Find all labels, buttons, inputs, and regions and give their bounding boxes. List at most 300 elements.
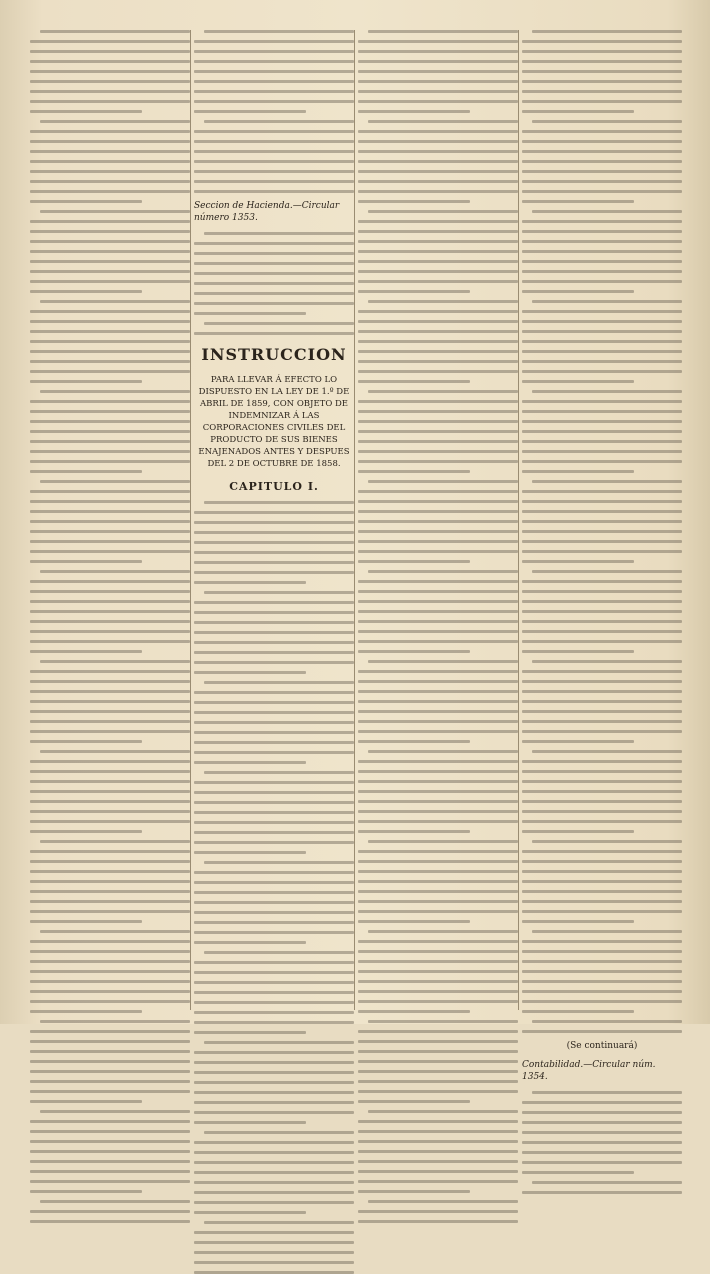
text-line-placeholder: [30, 1220, 190, 1223]
text-line-placeholder: [358, 680, 518, 683]
text-line-placeholder: [30, 830, 142, 833]
text-line-placeholder: [368, 930, 518, 933]
text-line-placeholder: [358, 330, 518, 333]
text-line-placeholder: [532, 750, 682, 753]
text-line-placeholder: [194, 1181, 354, 1184]
text-line-placeholder: [194, 571, 354, 574]
text-line-placeholder: [368, 30, 518, 33]
text-line-placeholder: [30, 630, 190, 633]
text-line-placeholder: [30, 1000, 190, 1003]
text-line-placeholder: [368, 210, 518, 213]
text-line-placeholder: [194, 521, 354, 524]
text-line-placeholder: [532, 930, 682, 933]
text-line-placeholder: [522, 940, 682, 943]
text-line-placeholder: [194, 881, 354, 884]
text-line-placeholder: [194, 921, 354, 924]
text-line-placeholder: [522, 40, 682, 43]
text-line-placeholder: [522, 760, 682, 763]
text-line-placeholder: [30, 50, 190, 53]
text-line-placeholder: [522, 350, 682, 353]
text-line-placeholder: [30, 860, 190, 863]
text-line-placeholder: [522, 490, 682, 493]
text-line-placeholder: [30, 650, 142, 653]
text-line-placeholder: [194, 691, 354, 694]
text-line-placeholder: [358, 500, 518, 503]
text-line-placeholder: [194, 1051, 354, 1054]
text-line-placeholder: [522, 900, 682, 903]
text-line-placeholder: [368, 120, 518, 123]
text-line-placeholder: [30, 410, 190, 413]
text-line-placeholder: [30, 910, 190, 913]
text-line-placeholder: [194, 711, 354, 714]
text-line-placeholder: [30, 460, 190, 463]
text-line-placeholder: [522, 190, 682, 193]
text-line-placeholder: [358, 1190, 470, 1193]
text-line-placeholder: [522, 890, 682, 893]
text-line-placeholder: [358, 140, 518, 143]
text-line-placeholder: [194, 100, 354, 103]
text-line-placeholder: [358, 460, 518, 463]
text-line-placeholder: [194, 160, 354, 163]
text-line-placeholder: [194, 40, 354, 43]
text-line-placeholder: [30, 990, 190, 993]
text-line-placeholder: [368, 480, 518, 483]
text-line-placeholder: [358, 280, 518, 283]
text-line-placeholder: [358, 1210, 518, 1213]
text-line-placeholder: [204, 1221, 354, 1224]
text-line-placeholder: [30, 350, 190, 353]
text-line-placeholder: [30, 400, 190, 403]
text-line-placeholder: [358, 690, 518, 693]
text-line-placeholder: [522, 80, 682, 83]
text-line-placeholder: [358, 150, 518, 153]
text-line-placeholder: [522, 820, 682, 823]
text-line-placeholder: [368, 390, 518, 393]
text-line-placeholder: [30, 710, 190, 713]
text-line-placeholder: [30, 940, 190, 943]
text-line-placeholder: [358, 550, 518, 553]
text-line-placeholder: [30, 820, 190, 823]
text-line-placeholder: [358, 1100, 470, 1103]
text-line-placeholder: [522, 560, 634, 563]
text-line-placeholder: [532, 390, 682, 393]
text-line-placeholder: [522, 450, 682, 453]
text-line-placeholder: [30, 1030, 190, 1033]
text-line-placeholder: [30, 690, 190, 693]
text-line-placeholder: [30, 320, 190, 323]
text-line-placeholder: [522, 1121, 682, 1124]
text-line-placeholder: [532, 1020, 682, 1023]
text-line-placeholder: [194, 272, 354, 275]
text-line-placeholder: [40, 750, 190, 753]
text-line-placeholder: [522, 790, 682, 793]
text-line-placeholder: [522, 590, 682, 593]
text-line-placeholder: [522, 110, 634, 113]
text-line-placeholder: [194, 312, 306, 315]
text-line-placeholder: [30, 810, 190, 813]
text-line-placeholder: [358, 170, 518, 173]
text-line-placeholder: [194, 1121, 306, 1124]
text-line-placeholder: [30, 620, 190, 623]
text-line-placeholder: [358, 580, 518, 583]
text-line-placeholder: [30, 340, 190, 343]
text-line-placeholder: [194, 621, 354, 624]
text-line-placeholder: [358, 740, 470, 743]
text-line-placeholder: [358, 1090, 518, 1093]
text-line-placeholder: [194, 741, 354, 744]
text-line-placeholder: [30, 1090, 190, 1093]
text-line-placeholder: [30, 190, 190, 193]
text-line-placeholder: [30, 1010, 142, 1013]
text-line-placeholder: [532, 30, 682, 33]
text-line-placeholder: [522, 320, 682, 323]
text-line-placeholder: [30, 180, 190, 183]
text-line-placeholder: [194, 282, 354, 285]
text-line-placeholder: [358, 620, 518, 623]
text-line-placeholder: [522, 230, 682, 233]
text-line-placeholder: [358, 630, 518, 633]
text-line-placeholder: [30, 1040, 190, 1043]
text-line-placeholder: [40, 1200, 190, 1203]
text-line-placeholder: [30, 490, 190, 493]
text-line-placeholder: [522, 290, 634, 293]
text-line-placeholder: [522, 370, 682, 373]
text-line-placeholder: [30, 440, 190, 443]
text-line-placeholder: [358, 430, 518, 433]
text-line-placeholder: [522, 710, 682, 713]
text-line-placeholder: [522, 1191, 682, 1194]
column-2: [194, 30, 354, 1010]
text-line-placeholder: [194, 551, 354, 554]
text-line-placeholder: [522, 720, 682, 723]
text-line-placeholder: [40, 390, 190, 393]
text-line-placeholder: [522, 1141, 682, 1144]
text-line-placeholder: [194, 651, 354, 654]
text-line-placeholder: [358, 590, 518, 593]
text-line-placeholder: [522, 800, 682, 803]
text-line-placeholder: [358, 1010, 470, 1013]
text-line-placeholder: [358, 1000, 518, 1003]
text-line-placeholder: [194, 1151, 354, 1154]
text-line-placeholder: [30, 1210, 190, 1213]
text-line-placeholder: [358, 350, 518, 353]
text-line-placeholder: [40, 660, 190, 663]
text-line-placeholder: [30, 790, 190, 793]
text-line-placeholder: [194, 332, 354, 335]
text-line-placeholder: [40, 300, 190, 303]
text-line-placeholder: [522, 960, 682, 963]
text-line-placeholder: [522, 420, 682, 423]
text-line-placeholder: [522, 410, 682, 413]
text-line-placeholder: [194, 252, 354, 255]
text-line-placeholder: [358, 790, 518, 793]
text-line-placeholder: [30, 150, 190, 153]
text-line-placeholder: [522, 100, 682, 103]
text-line-placeholder: [30, 360, 190, 363]
text-line-placeholder: [194, 1211, 306, 1214]
text-line-placeholder: [30, 580, 190, 583]
text-line-placeholder: [358, 1030, 518, 1033]
text-line-placeholder: [522, 530, 682, 533]
text-line-placeholder: [30, 430, 190, 433]
text-line-placeholder: [522, 730, 682, 733]
text-line-placeholder: [30, 380, 142, 383]
text-line-placeholder: [358, 970, 518, 973]
text-line-placeholder: [522, 860, 682, 863]
text-line-placeholder: [522, 740, 634, 743]
text-line-placeholder: [194, 70, 354, 73]
text-line-placeholder: [204, 1131, 354, 1134]
text-line-placeholder: [522, 670, 682, 673]
text-line-placeholder: [194, 1061, 354, 1064]
text-line-placeholder: [522, 920, 634, 923]
text-line-placeholder: [358, 50, 518, 53]
text-line-placeholder: [194, 601, 354, 604]
text-line-placeholder: [522, 1000, 682, 1003]
text-line-placeholder: [194, 60, 354, 63]
column-3: [358, 30, 518, 1010]
text-line-placeholder: [194, 731, 354, 734]
text-line-placeholder: [358, 1220, 518, 1223]
text-line-placeholder: [194, 581, 306, 584]
circular-heading: Contabilidad.—Circular núm. 1354.: [522, 1060, 656, 1082]
text-line-placeholder: [532, 480, 682, 483]
text-line-placeholder: [532, 660, 682, 663]
text-line-placeholder: [358, 920, 470, 923]
text-line-placeholder: [194, 1011, 354, 1014]
text-line-placeholder: [522, 1171, 634, 1174]
text-line-placeholder: [522, 330, 682, 333]
text-line-placeholder: [194, 292, 354, 295]
text-line-placeholder: [194, 531, 354, 534]
text-line-placeholder: [522, 360, 682, 363]
text-line-placeholder: [30, 550, 190, 553]
text-line-placeholder: [30, 530, 190, 533]
text-line-placeholder: [194, 242, 354, 245]
text-line-placeholder: [522, 1101, 682, 1104]
text-line-placeholder: [30, 880, 190, 883]
text-line-placeholder: [522, 1030, 682, 1033]
text-line-placeholder: [522, 500, 682, 503]
text-line-placeholder: [358, 960, 518, 963]
text-line-placeholder: [194, 1251, 354, 1254]
text-line-placeholder: [522, 1010, 634, 1013]
text-line-placeholder: [358, 110, 470, 113]
text-line-placeholder: [30, 1080, 190, 1083]
text-line-placeholder: [194, 821, 354, 824]
text-line-placeholder: [30, 1130, 190, 1133]
text-line-placeholder: [358, 70, 518, 73]
text-line-placeholder: [358, 60, 518, 63]
text-line-placeholder: [522, 550, 682, 553]
text-line-placeholder: [194, 1261, 354, 1264]
text-line-placeholder: [522, 400, 682, 403]
text-line-placeholder: [30, 270, 190, 273]
text-line-placeholder: [368, 1110, 518, 1113]
text-line-placeholder: [194, 981, 354, 984]
text-line-placeholder: [368, 660, 518, 663]
text-line-placeholder: [522, 260, 682, 263]
text-line-placeholder: [194, 511, 354, 514]
text-line-placeholder: [30, 330, 190, 333]
column-rule: [518, 30, 519, 1010]
text-line-placeholder: [522, 1111, 682, 1114]
text-line-placeholder: [30, 1160, 190, 1163]
text-line-placeholder: [358, 670, 518, 673]
text-line-placeholder: [194, 941, 306, 944]
text-line-placeholder: [358, 1150, 518, 1153]
text-line-placeholder: [30, 560, 142, 563]
circular-heading: Seccion de Hacienda.—Circular número 1353.: [194, 201, 340, 223]
text-line-placeholder: [30, 870, 190, 873]
text-line-placeholder: [194, 1171, 354, 1174]
text-line-placeholder: [358, 880, 518, 883]
text-line-placeholder: [30, 740, 142, 743]
text-line-placeholder: [532, 840, 682, 843]
text-line-placeholder: [532, 120, 682, 123]
text-line-placeholder: [30, 700, 190, 703]
text-line-placeholder: [358, 1060, 518, 1063]
text-line-placeholder: [194, 751, 354, 754]
text-line-placeholder: [204, 30, 354, 33]
text-line-placeholder: [194, 90, 354, 93]
instruccion-subtitle: PARA LLEVAR Á EFECTO LO DISPUESTO EN LA LEY DE 1.º DE ABRIL DE 1859, CON OBJETO DE INDEMNIZAR Á LAS CORPORACIONES CIVILES DEL PRODUCTO DE SUS BIENES ENAJENADOS ANTES Y DESPUES DEL 2 DE OCTUBRE DE 1858.: [198, 375, 350, 469]
text-line-placeholder: [194, 871, 354, 874]
text-line-placeholder: [30, 60, 190, 63]
text-line-placeholder: [194, 781, 354, 784]
text-line-placeholder: [358, 1070, 518, 1073]
text-line-placeholder: [358, 190, 518, 193]
text-line-placeholder: [30, 500, 190, 503]
text-line-placeholder: [30, 370, 190, 373]
text-line-placeholder: [522, 870, 682, 873]
text-line-placeholder: [30, 520, 190, 523]
text-line-placeholder: [358, 230, 518, 233]
text-line-placeholder: [358, 250, 518, 253]
text-line-placeholder: [358, 720, 518, 723]
text-line-placeholder: [30, 1150, 190, 1153]
text-line-placeholder: [358, 640, 518, 643]
text-line-placeholder: [194, 1091, 354, 1094]
text-line-placeholder: [358, 800, 518, 803]
text-line-placeholder: [30, 590, 190, 593]
text-line-placeholder: [358, 980, 518, 983]
text-line-placeholder: [30, 760, 190, 763]
text-line-placeholder: [194, 1231, 354, 1234]
text-line-placeholder: [194, 901, 354, 904]
text-line-placeholder: [194, 1111, 354, 1114]
text-line-placeholder: [194, 180, 354, 183]
text-line-placeholder: [40, 30, 190, 33]
text-line-placeholder: [40, 930, 190, 933]
text-line-placeholder: [194, 721, 354, 724]
text-line-placeholder: [30, 970, 190, 973]
text-line-placeholder: [358, 860, 518, 863]
text-line-placeholder: [368, 1200, 518, 1203]
text-line-placeholder: [194, 1071, 354, 1074]
text-line-placeholder: [194, 1141, 354, 1144]
text-line-placeholder: [358, 220, 518, 223]
text-line-placeholder: [358, 610, 518, 613]
text-line-placeholder: [522, 580, 682, 583]
text-line-placeholder: [204, 771, 354, 774]
text-line-placeholder: [358, 530, 518, 533]
text-line-placeholder: [522, 910, 682, 913]
text-line-placeholder: [30, 1180, 190, 1183]
text-line-placeholder: [194, 661, 354, 664]
text-line-placeholder: [358, 90, 518, 93]
text-line-placeholder: [30, 720, 190, 723]
text-line-placeholder: [30, 80, 190, 83]
text-line-placeholder: [194, 971, 354, 974]
text-line-placeholder: [30, 280, 190, 283]
text-line-placeholder: [194, 170, 354, 173]
text-line-placeholder: [358, 440, 518, 443]
text-line-placeholder: [358, 1160, 518, 1163]
text-line-placeholder: [30, 960, 190, 963]
text-line-placeholder: [358, 600, 518, 603]
text-line-placeholder: [194, 140, 354, 143]
text-line-placeholder: [532, 1181, 682, 1184]
text-line-placeholder: [358, 870, 518, 873]
text-line-placeholder: [194, 1031, 306, 1034]
text-line-placeholder: [522, 200, 634, 203]
text-line-placeholder: [522, 430, 682, 433]
text-line-placeholder: [204, 501, 354, 504]
text-line-placeholder: [30, 1060, 190, 1063]
text-line-placeholder: [194, 1241, 354, 1244]
text-line-placeholder: [194, 961, 354, 964]
text-line-placeholder: [522, 620, 682, 623]
text-line-placeholder: [358, 1140, 518, 1143]
text-line-placeholder: [30, 240, 190, 243]
text-line-placeholder: [194, 1161, 354, 1164]
text-line-placeholder: [358, 470, 470, 473]
text-line-placeholder: [194, 561, 354, 564]
text-line-placeholder: [522, 240, 682, 243]
text-line-placeholder: [194, 611, 354, 614]
text-line-placeholder: [522, 170, 682, 173]
text-line-placeholder: [30, 770, 190, 773]
text-line-placeholder: [194, 130, 354, 133]
text-line-placeholder: [194, 851, 306, 854]
text-line-placeholder: [368, 840, 518, 843]
body-text-placeholder: [194, 30, 354, 193]
text-line-placeholder: [194, 1201, 354, 1204]
text-line-placeholder: [522, 640, 682, 643]
text-line-placeholder: [204, 322, 354, 325]
text-line-placeholder: [30, 850, 190, 853]
text-line-placeholder: [522, 980, 682, 983]
text-line-placeholder: [522, 540, 682, 543]
text-line-placeholder: [522, 520, 682, 523]
text-line-placeholder: [30, 310, 190, 313]
text-line-placeholder: [358, 770, 518, 773]
text-line-placeholder: [30, 90, 190, 93]
text-line-placeholder: [358, 80, 518, 83]
text-line-placeholder: [358, 400, 518, 403]
text-line-placeholder: [194, 1081, 354, 1084]
text-line-placeholder: [358, 1080, 518, 1083]
text-line-placeholder: [522, 130, 682, 133]
chapter-heading: CAPITULO I.: [229, 480, 319, 493]
text-line-placeholder: [194, 641, 354, 644]
text-line-placeholder: [204, 681, 354, 684]
text-line-placeholder: [358, 950, 518, 953]
text-line-placeholder: [358, 180, 518, 183]
text-line-placeholder: [40, 570, 190, 573]
text-line-placeholder: [522, 180, 682, 183]
